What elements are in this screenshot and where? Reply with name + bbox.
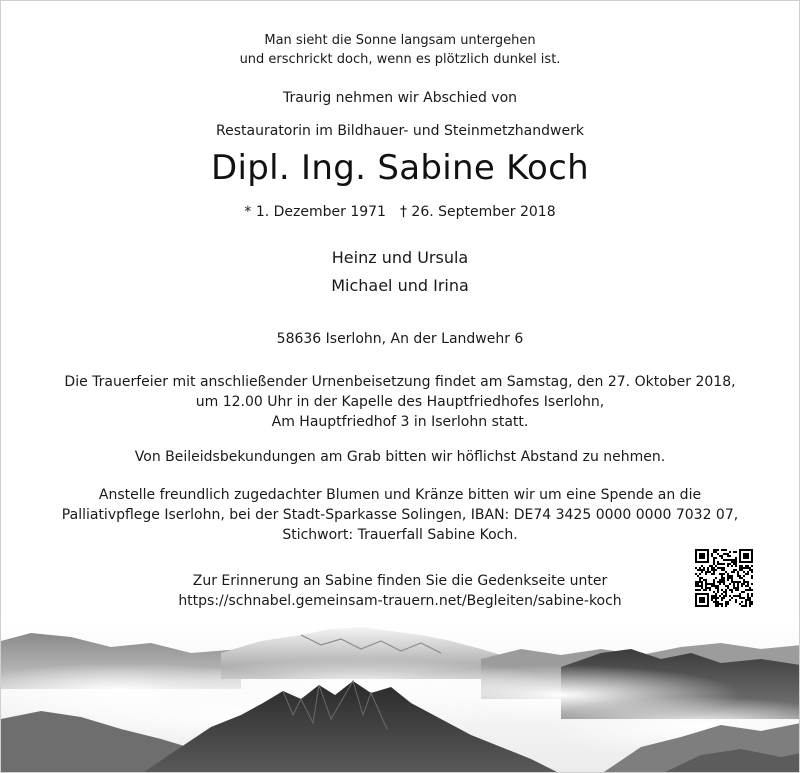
mountain-landscape-image <box>1 619 800 773</box>
poem <box>1 31 799 69</box>
poem-line: und erschrickt doch, wenn es plötzlich dunkel ist. <box>239 52 561 67</box>
mourner-line: Michael und Irina <box>331 276 469 295</box>
deceased-name: Dipl. Ing. Sabine Koch <box>210 148 589 188</box>
death-date: † 26. September 2018 <box>399 204 556 220</box>
ceremony-info <box>1 372 799 432</box>
birth-date: * 1. Dezember 1971 <box>244 204 386 220</box>
intro-text: Traurig nehmen wir Abschied von <box>282 90 518 106</box>
mourner-line: Heinz und Ursula <box>331 248 469 267</box>
qr-code-icon[interactable] <box>695 549 753 607</box>
condolence-note: Von Beileidsbekundungen am Grab bitten wir höflichst Abstand zu nehmen. <box>134 449 666 465</box>
life-dates <box>1 202 799 222</box>
ceremony-line: um 12.00 Uhr in der Kapelle des Hauptfriedhofes Iserlohn, <box>195 394 605 410</box>
memorial-info <box>1 571 799 611</box>
mourners <box>1 244 799 300</box>
donation-line: Palliativpflege Iserlohn, bei der Stadt-Sparkasse Solingen, IBAN: DE74 3425 0000 0000 7032 07, <box>61 507 739 523</box>
memorial-link[interactable]: https://schnabel.gemeinsam-trauern.net/Begleiten/sabine-koch <box>178 593 622 609</box>
profession: Restauratorin im Bildhauer- und Steinmetzhandwerk <box>216 123 584 139</box>
ceremony-line: Am Hauptfriedhof 3 in Iserlohn statt. <box>271 414 529 430</box>
poem-line: Man sieht die Sonne langsam untergehen <box>264 33 536 48</box>
donation-line: Stichwort: Trauerfall Sabine Koch. <box>282 527 518 543</box>
ceremony-line: Die Trauerfeier mit anschließender Urnenbeisetzung findet am Samstag, den 27. Oktober 2018, <box>64 374 736 390</box>
donation-line: Anstelle freundlich zugedachter Blumen und Kränze bitten wir um eine Spende an die <box>98 487 702 503</box>
address: 58636 Iserlohn, An der Landwehr 6 <box>276 331 524 347</box>
donation-info <box>1 485 799 545</box>
memorial-line: Zur Erinnerung an Sabine finden Sie die Gedenkseite unter <box>192 573 608 589</box>
